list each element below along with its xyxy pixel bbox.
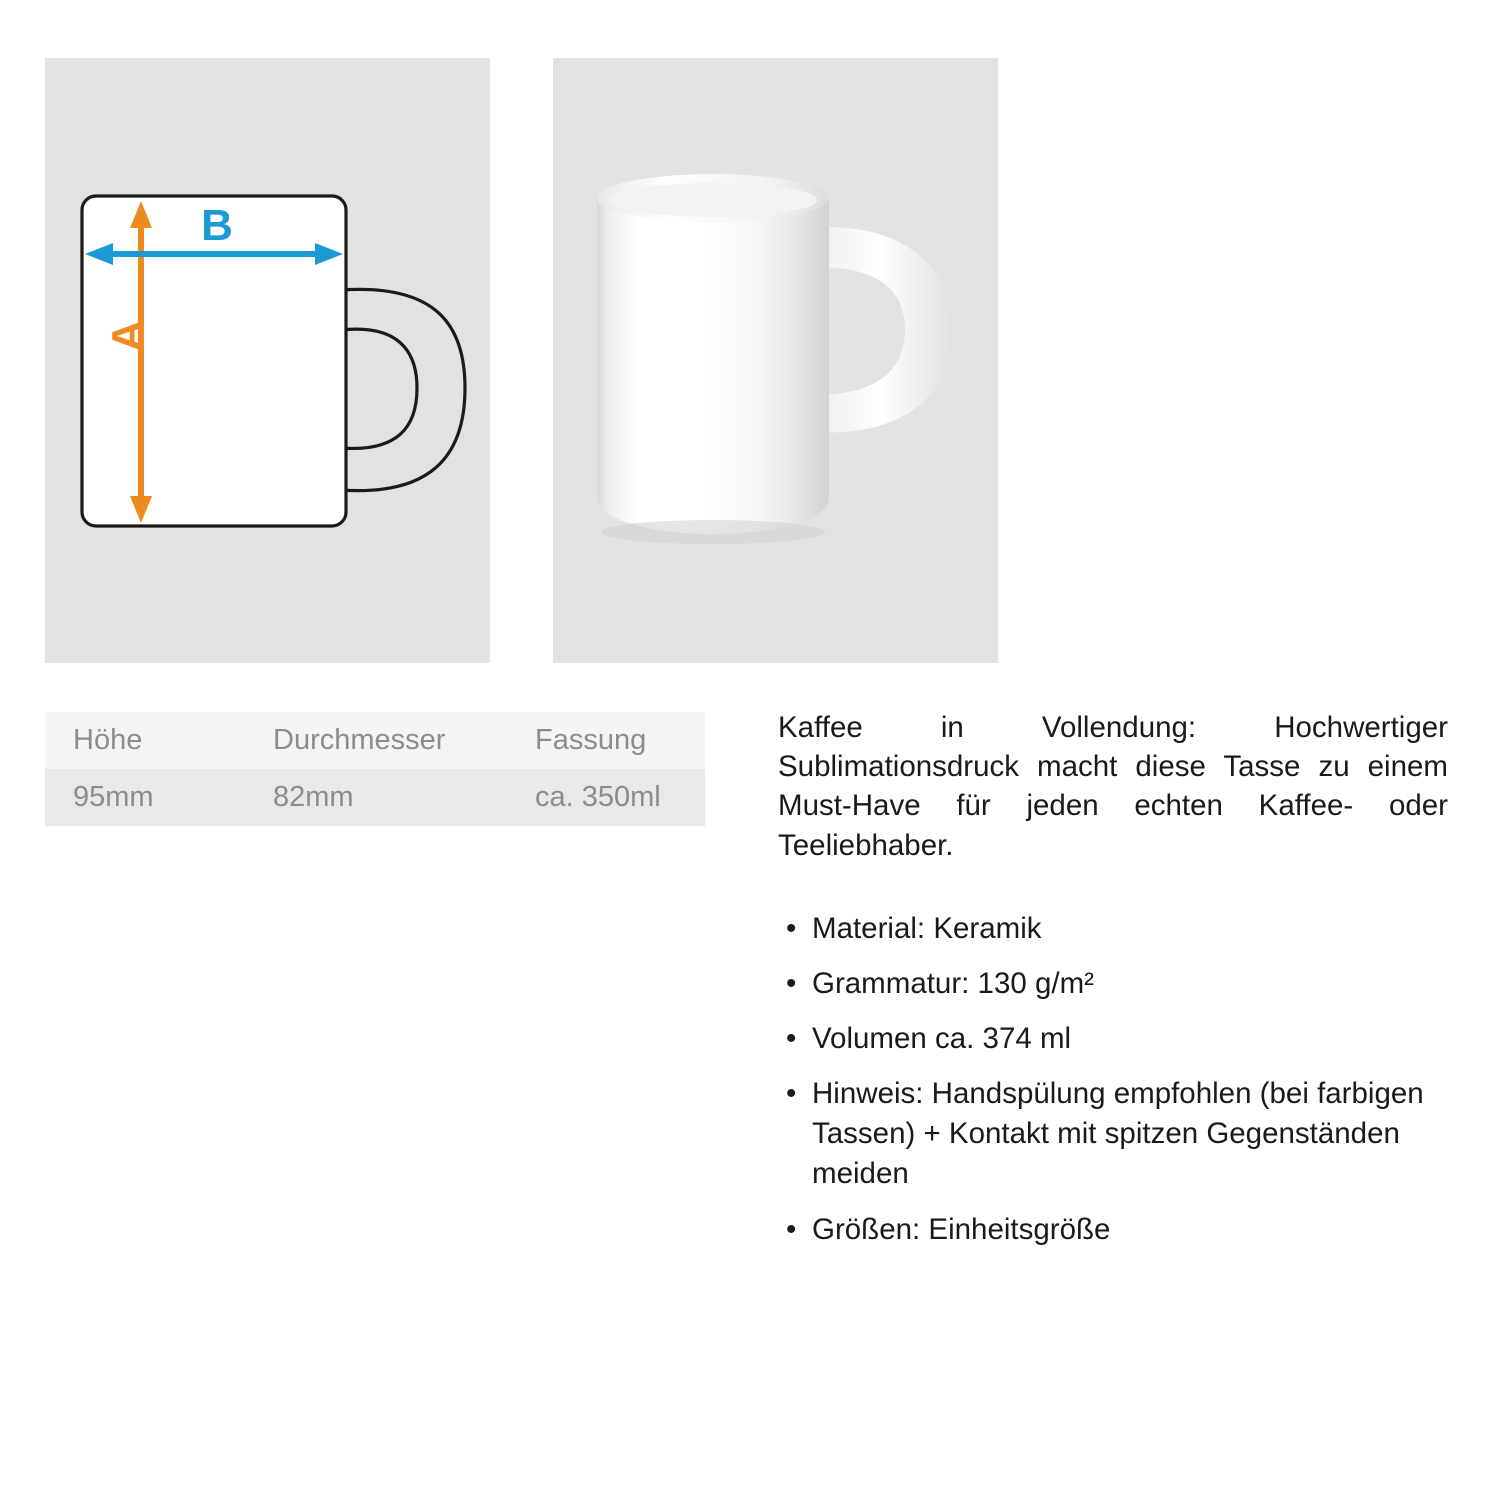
cell-height-value: 95mm <box>73 781 154 813</box>
height-label: A <box>103 320 152 352</box>
table-header-row <box>45 712 705 769</box>
handle-outer-outline <box>341 289 465 490</box>
list-item: • Material: Keramik <box>778 909 1448 949</box>
mug-dimension-drawing <box>45 58 490 663</box>
list-item: • Grammatur: 130 g/m² <box>778 964 1448 1004</box>
list-item: • Hinweis: Handspülung empfohlen (bei farbigen Tassen) + Kontakt mit spitzen Gegenständen meiden <box>778 1074 1448 1194</box>
mug-base-shadow <box>601 520 825 544</box>
mug-product-photo <box>553 58 998 663</box>
mug-handle <box>809 227 953 432</box>
cell-diameter-value: 82mm <box>273 781 354 813</box>
handle-inner-outline <box>341 329 417 448</box>
column-header-height: Höhe <box>73 724 143 756</box>
specification-table <box>45 712 705 826</box>
product-feature-list <box>778 909 1448 1250</box>
cell-capacity-value: ca. 350ml <box>535 781 661 813</box>
mug-rim-inner <box>609 183 817 217</box>
list-item: • Volumen ca. 374 ml <box>778 1019 1448 1059</box>
product-description <box>778 708 1448 1265</box>
mug-body <box>597 198 829 534</box>
product-image-panels <box>45 58 1455 663</box>
dimension-diagram-panel <box>45 58 490 663</box>
column-header-diameter: Durchmesser <box>273 724 446 756</box>
description-lead-text: Kaffee in Vollendung: Hochwertiger Sublimationsdruck macht diese Tasse zu einem Must-Have für jeden echten Kaffee- oder Teeliebhaber. <box>778 711 1448 862</box>
width-label: B <box>201 201 233 250</box>
table-row <box>45 769 705 826</box>
mug-photo-panel <box>553 58 998 663</box>
list-item: • Größen: Einheitsgröße <box>778 1210 1448 1250</box>
column-header-capacity: Fassung <box>535 724 647 756</box>
